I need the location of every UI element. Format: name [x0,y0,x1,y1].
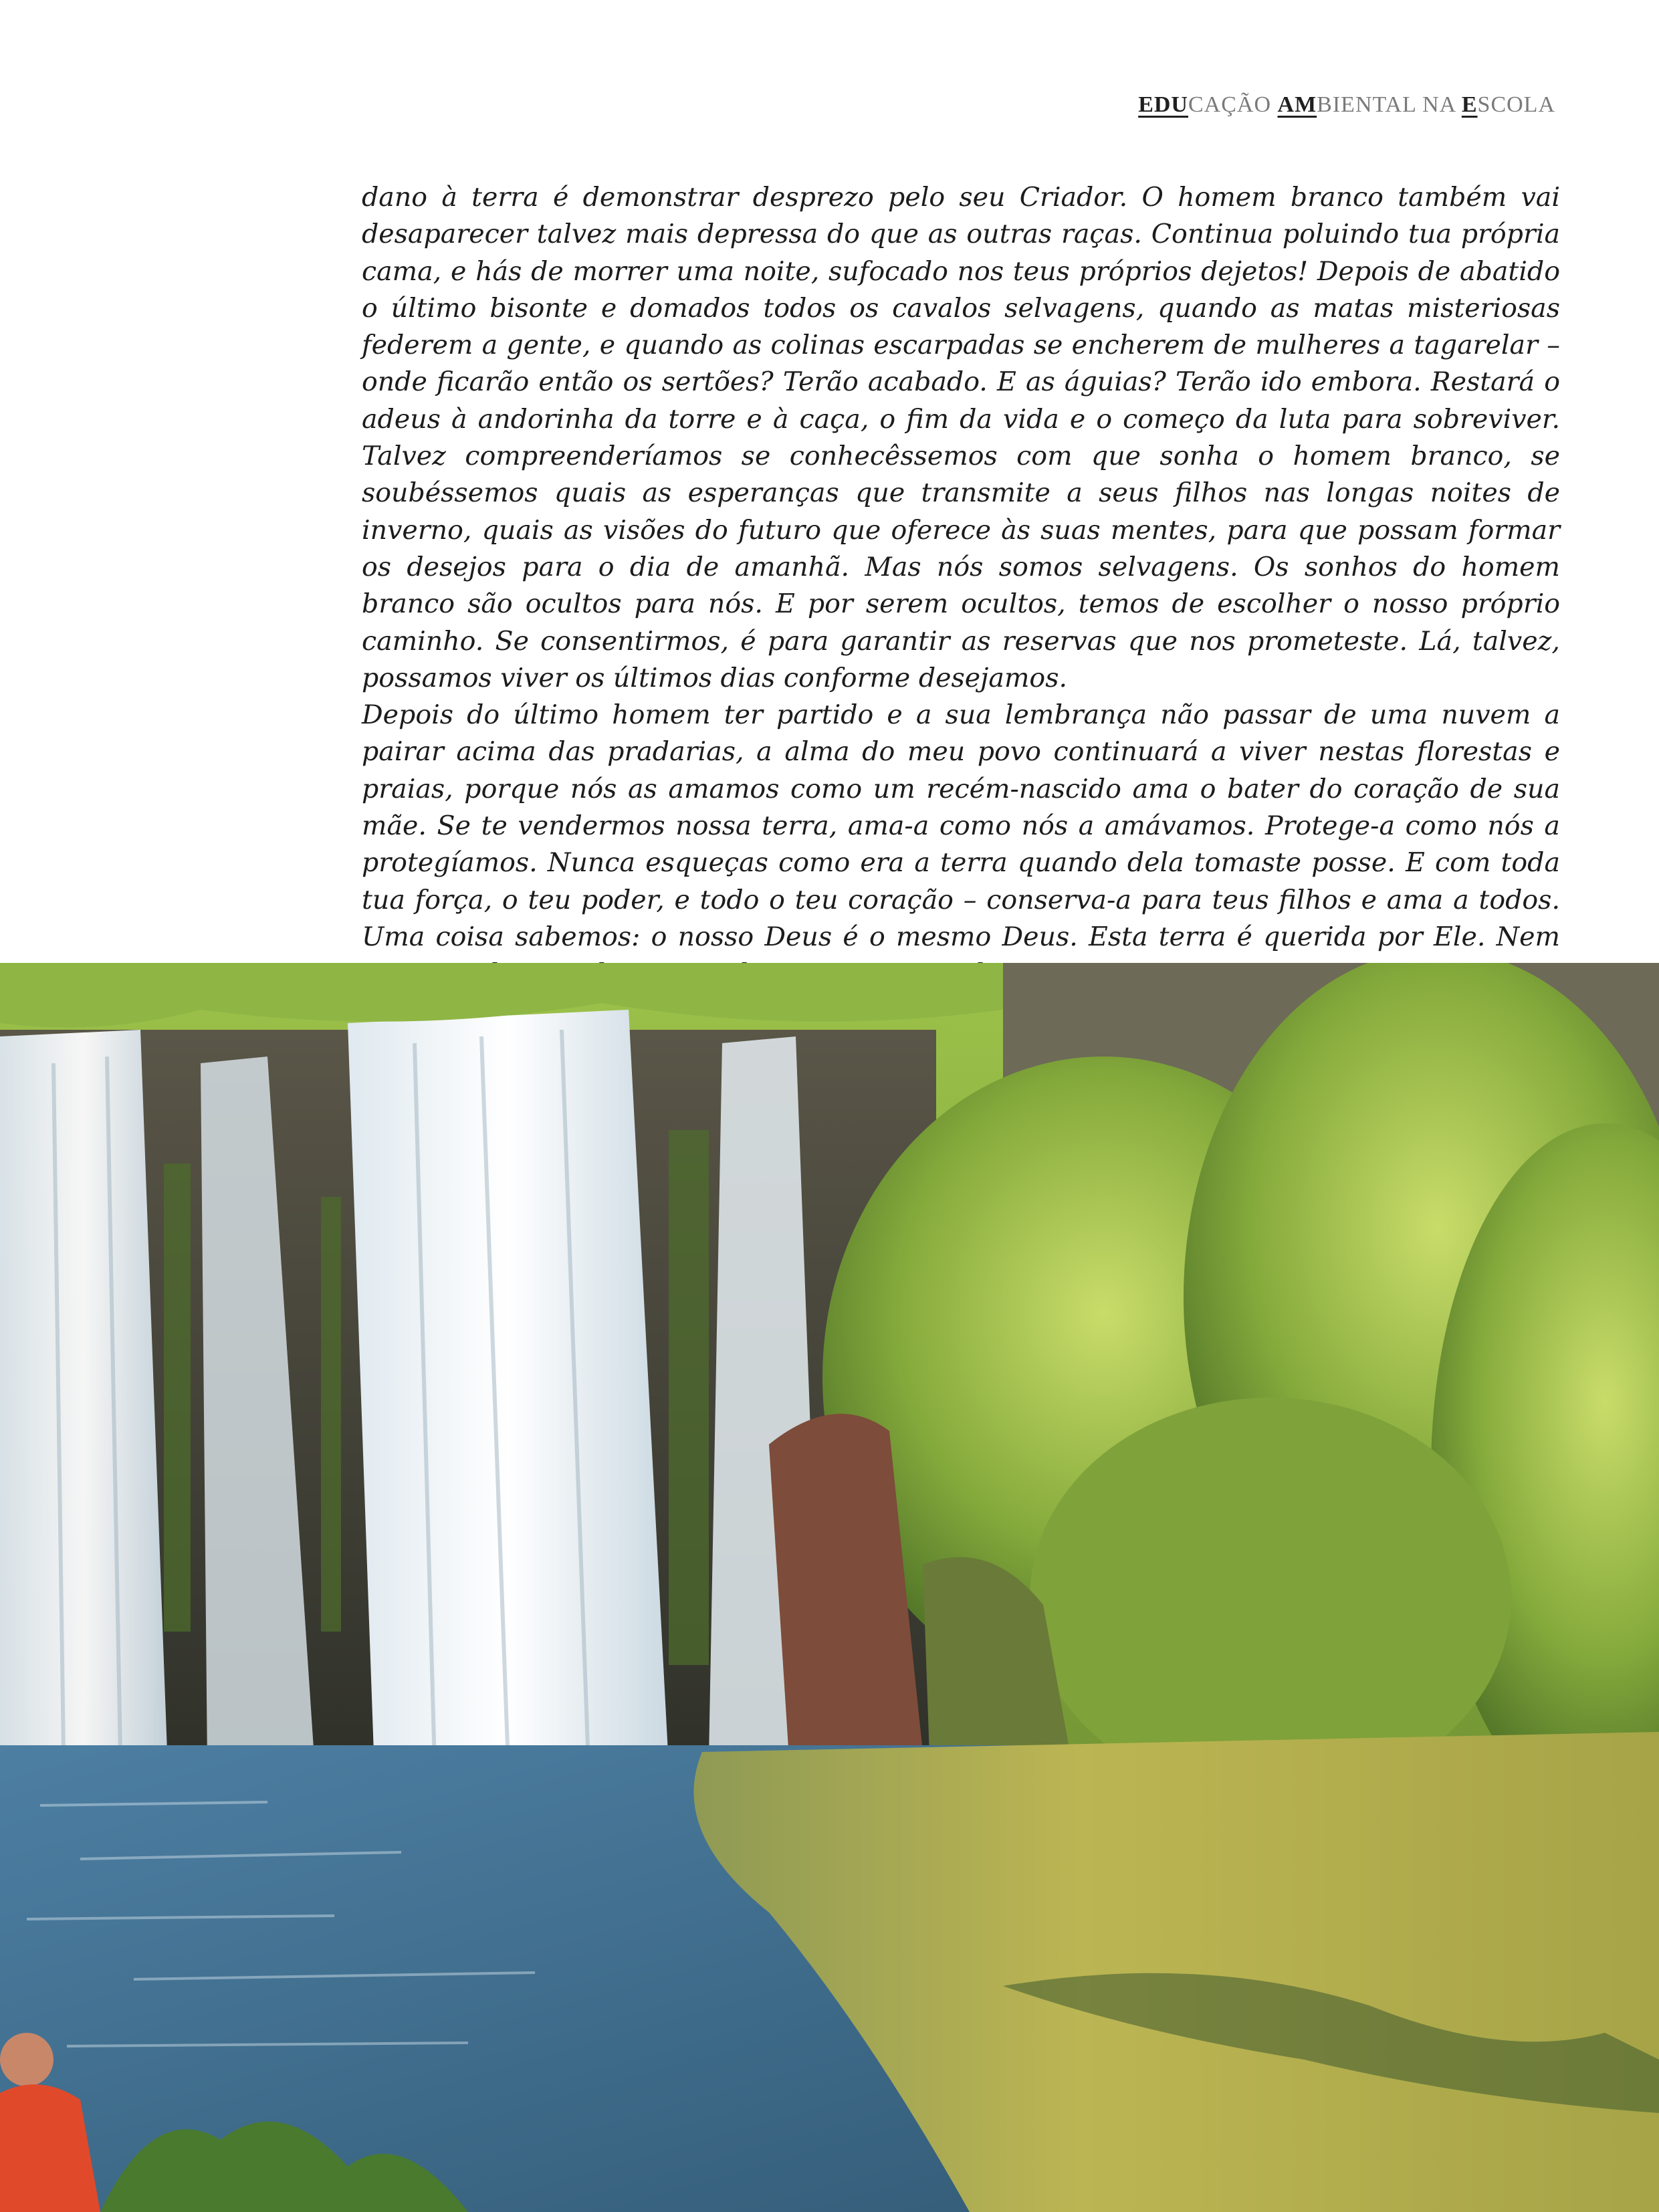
body-text [362,179,1560,993]
header-text-scola: SCOLA [1477,92,1555,117]
header-highlight-edu: EDU [1138,92,1188,117]
body-paragraph-1: dano à terra é demonstrar desprezo pelo seu Criador. O homem branco também vai desaparecer talvez mais depressa do que as outras raças. Continua poluindo tua própria cama, e hás de morrer uma noite, sufocado nos teus próprios dejetos! Depois de abatido o último bisonte e domados todos os cavalos selvagens, quando as matas misteriosas federem a gente, e quando as colinas escarpadas se encherem de mulheres a tagarelar – onde ficarão então os sertões? Terão acabado. E as águias? Terão ido embora. Restará o adeus à andorinha da torre e à caça, o fim da vida e o começo da luta para sobreviver. Talvez compreenderíamos se conhecêssemos com que sonha o homem branco, se soubéssemos quais as esperanças que transmite a seus filhos nas longas noites de inverno, quais as visões do futuro que oferece às suas mentes, para que possam formar os desejos para o dia de amanhã. Mas nós somos selvagens. Os sonhos do homem branco são ocultos para nós. E por serem ocultos, temos de escolher o nosso próprio caminho. Se consentirmos, é para garantir as reservas que nos prometeste. Lá, talvez, possamos viver os últimos dias conforme desejamos. [362,182,1560,693]
header-text-cacao: CAÇÃO [1188,92,1278,117]
body-paragraph-2: Depois do último homem ter partido e a sua lembrança não passar de uma nuvem a pairar acima das pradarias, a alma do meu povo continuará a viver nestas florestas e praias, porque nós as amamos como um recém-nascido ama o bater do coração de sua mãe. Se te vendermos nossa terra, ama-a como nós a amávamos. Protege-a como nós a protegíamos. Nunca esqueças como era a terra quando dela tomaste posse. E com toda tua força, o teu poder, e todo o teu coração – conserva-a para teus filhos e ama a todos. Uma coisa sabemos: o nosso Deus é o mesmo Deus. Esta terra é querida por Ele. Nem [362,699,1560,952]
header-text-biental: BIENTAL NA [1317,92,1462,117]
waterfall-photo [0,963,1659,2212]
header-highlight-am: AM [1277,92,1317,117]
running-header [1138,92,1555,118]
header-highlight-e: E [1461,92,1478,117]
